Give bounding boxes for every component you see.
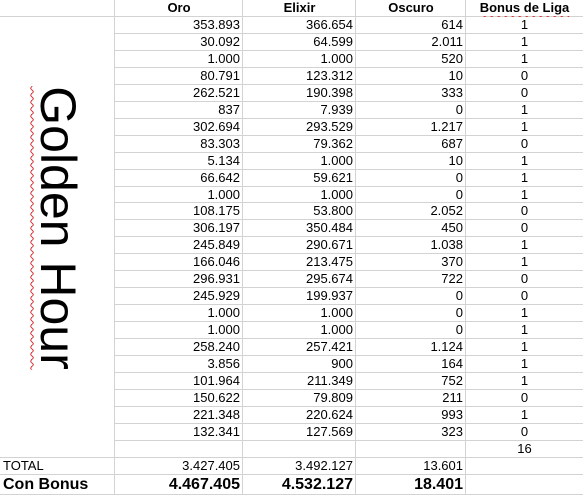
cell-bonus[interactable]: 0 xyxy=(520,203,529,218)
cell-oro[interactable]: 258.240 xyxy=(193,339,240,354)
cell-elixir[interactable]: 1.000 xyxy=(320,187,353,202)
cell-oro[interactable]: 30.092 xyxy=(200,34,240,49)
header-oscuro[interactable]: Oscuro xyxy=(388,0,434,15)
total-label[interactable]: TOTAL xyxy=(3,458,44,473)
cell-elixir[interactable]: 190.398 xyxy=(306,85,353,100)
cell-oscuro[interactable]: 211 xyxy=(442,390,463,405)
golden-hour-label: Golden Hour xyxy=(29,86,86,370)
cell-elixir[interactable]: 127.569 xyxy=(306,424,353,439)
cell-elixir[interactable]: 64.599 xyxy=(313,34,353,49)
cell-elixir[interactable]: 1.000 xyxy=(320,322,353,337)
cell-bonus[interactable]: 0 xyxy=(520,390,529,405)
golden-hour-label-cell[interactable] xyxy=(0,17,115,439)
con-bonus-oscuro[interactable]: 18.401 xyxy=(414,476,463,493)
cell-elixir[interactable]: 290.671 xyxy=(306,237,353,252)
cell-bonus[interactable]: 0 xyxy=(520,68,529,83)
con-bonus-label[interactable]: Con Bonus xyxy=(3,476,89,493)
cell-oscuro[interactable]: 0 xyxy=(455,170,463,185)
cell-oscuro[interactable]: 10 xyxy=(448,68,463,83)
cell-elixir[interactable]: 199.937 xyxy=(306,288,353,303)
cell-elixir[interactable]: 350.484 xyxy=(306,220,353,235)
cell-oscuro[interactable]: 520 xyxy=(441,51,463,66)
cell-oscuro[interactable]: 10 xyxy=(448,153,463,168)
header-elixir[interactable]: Elixir xyxy=(283,0,316,15)
cell-bonus[interactable]: 1 xyxy=(520,187,529,202)
bonus-sum-cell[interactable]: 16 xyxy=(517,441,532,456)
cell-oro[interactable]: 1.000 xyxy=(207,187,240,202)
total-oro[interactable]: 3.427.405 xyxy=(182,458,240,473)
cell-elixir[interactable]: 7.939 xyxy=(320,102,353,117)
cell-oro[interactable]: 837 xyxy=(218,102,240,117)
cell-oro[interactable]: 166.046 xyxy=(193,254,240,269)
cell-oscuro[interactable]: 0 xyxy=(455,187,463,202)
cell-bonus[interactable]: 1 xyxy=(520,373,529,388)
cell-elixir[interactable]: 213.475 xyxy=(306,254,353,269)
cell-bonus[interactable]: 1 xyxy=(520,119,529,134)
cell-oscuro[interactable]: 993 xyxy=(441,407,463,422)
cell-oscuro[interactable]: 2.052 xyxy=(430,203,463,218)
total-elixir[interactable]: 3.492.127 xyxy=(295,458,353,473)
cell-bonus[interactable]: 0 xyxy=(520,220,529,235)
cell-bonus[interactable]: 1 xyxy=(520,153,529,168)
cell-oscuro[interactable]: 333 xyxy=(441,85,463,100)
cell-elixir[interactable]: 123.312 xyxy=(306,68,353,83)
cell-elixir[interactable]: 1.000 xyxy=(320,305,353,320)
cell-oro[interactable]: 245.929 xyxy=(193,288,240,303)
cell-elixir[interactable]: 900 xyxy=(331,356,353,371)
cell-oscuro[interactable]: 687 xyxy=(441,136,463,151)
cell-elixir[interactable]: 366.654 xyxy=(306,17,353,32)
cell-oscuro[interactable]: 164 xyxy=(441,356,463,371)
cell-bonus[interactable]: 1 xyxy=(520,17,529,32)
cell-oro[interactable]: 3.856 xyxy=(207,356,240,371)
cell-elixir[interactable]: 257.421 xyxy=(306,339,353,354)
cell-oro[interactable]: 80.791 xyxy=(200,68,240,83)
cell-oro[interactable]: 262.521 xyxy=(193,85,240,100)
cell-oro[interactable]: 306.197 xyxy=(193,220,240,235)
cell-elixir[interactable]: 293.529 xyxy=(306,119,353,134)
cell-oscuro[interactable]: 0 xyxy=(455,305,463,320)
cell-bonus[interactable]: 1 xyxy=(520,237,529,252)
cell-bonus[interactable]: 1 xyxy=(520,102,529,117)
cell-bonus[interactable]: 1 xyxy=(520,407,529,422)
total-oscuro[interactable]: 13.601 xyxy=(423,458,463,473)
cell-oscuro[interactable]: 752 xyxy=(441,373,463,388)
cell-oscuro[interactable]: 1.038 xyxy=(430,237,463,252)
cell-elixir[interactable]: 53.800 xyxy=(313,203,353,218)
cell-oro[interactable]: 353.893 xyxy=(193,17,240,32)
cell-oscuro[interactable]: 0 xyxy=(455,102,463,117)
cell-oro[interactable]: 1.000 xyxy=(207,305,240,320)
con-bonus-oro[interactable]: 4.467.405 xyxy=(168,476,240,493)
cell-bonus[interactable]: 1 xyxy=(520,254,529,269)
cell-bonus[interactable]: 1 xyxy=(520,356,529,371)
cell-oro[interactable]: 296.931 xyxy=(193,271,240,286)
cell-elixir[interactable]: 220.624 xyxy=(306,407,353,422)
cell-elixir[interactable]: 59.621 xyxy=(313,170,353,185)
con-bonus-elixir[interactable]: 4.532.127 xyxy=(281,476,353,493)
cell-elixir[interactable]: 1.000 xyxy=(320,51,353,66)
cell-oscuro[interactable]: 0 xyxy=(455,288,463,303)
cell-oscuro[interactable]: 722 xyxy=(441,271,463,286)
cell-elixir[interactable]: 79.362 xyxy=(313,136,353,151)
cell-oscuro[interactable]: 0 xyxy=(455,322,463,337)
cell-oro[interactable]: 221.348 xyxy=(193,407,240,422)
cell-oscuro[interactable]: 1.217 xyxy=(430,119,463,134)
cell-bonus[interactable]: 1 xyxy=(520,170,529,185)
cell-bonus[interactable]: 0 xyxy=(520,85,529,100)
cell-oscuro[interactable]: 323 xyxy=(441,424,463,439)
cell-elixir[interactable]: 79.809 xyxy=(313,390,353,405)
cell-oro[interactable]: 1.000 xyxy=(207,51,240,66)
header-oro[interactable]: Oro xyxy=(167,0,191,15)
cell-bonus[interactable]: 0 xyxy=(520,271,529,286)
cell-bonus[interactable]: 1 xyxy=(520,322,529,337)
cell-bonus[interactable]: 1 xyxy=(520,339,529,354)
cell-bonus[interactable]: 1 xyxy=(520,305,529,320)
cell-bonus[interactable]: 0 xyxy=(520,136,529,151)
cell-bonus[interactable]: 1 xyxy=(520,34,529,49)
cell-oro[interactable]: 245.849 xyxy=(193,237,240,252)
cell-oscuro[interactable]: 2.011 xyxy=(431,34,463,49)
cell-oro[interactable]: 150.622 xyxy=(193,390,240,405)
cell-elixir[interactable]: 211.349 xyxy=(306,373,353,388)
header-bonus-de-liga[interactable] xyxy=(466,0,583,17)
cell-bonus[interactable]: 1 xyxy=(520,51,529,66)
cell-bonus[interactable]: 0 xyxy=(520,288,529,303)
cell-oscuro[interactable]: 370 xyxy=(441,254,463,269)
header-bonus-text: Bonus de Liga xyxy=(479,0,570,15)
cell-oro[interactable]: 1.000 xyxy=(207,322,240,337)
cell-oro[interactable]: 101.964 xyxy=(193,373,240,388)
cell-oscuro[interactable]: 1.124 xyxy=(430,339,463,354)
cell-elixir[interactable]: 1.000 xyxy=(320,153,353,168)
cell-oro[interactable]: 83.303 xyxy=(200,136,240,151)
cell-oscuro[interactable]: 614 xyxy=(441,17,463,32)
cell-bonus[interactable]: 0 xyxy=(520,424,529,439)
cell-oscuro[interactable]: 450 xyxy=(441,220,463,235)
cell-oro[interactable]: 302.694 xyxy=(193,119,240,134)
cell-oro[interactable]: 66.642 xyxy=(200,170,240,185)
cell-oro[interactable]: 132.341 xyxy=(193,424,240,439)
cell-elixir[interactable]: 295.674 xyxy=(306,271,353,286)
cell-oro[interactable]: 108.175 xyxy=(193,203,240,218)
cell-oro[interactable]: 5.134 xyxy=(207,153,240,168)
